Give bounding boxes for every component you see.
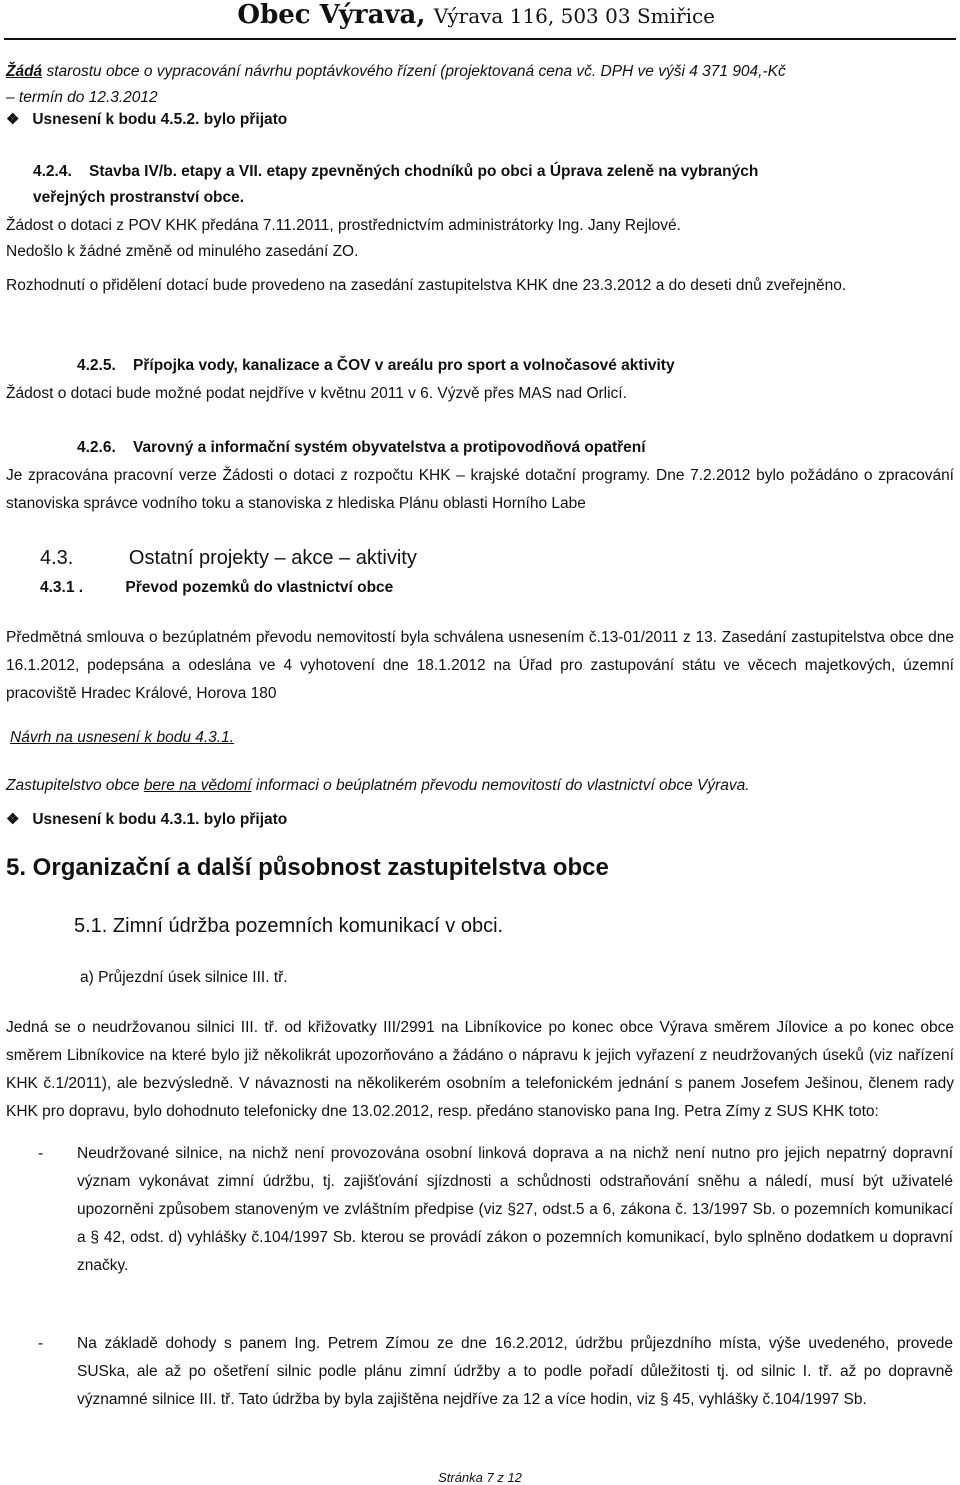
resolution-4-3-1: [6, 810, 287, 830]
section-title: Přípojka vody, kanalizace a ČOV v areálu pro sport a volnočasové aktivity: [133, 357, 675, 374]
paragraph: Je zpracována pracovní verze Žádosti o dotaci z rozpočtu KHK – krajské dotační programy. Dne 7.2.2012 bylo požádáno o zpracování stanoviska správce vodního toku a stanoviska z hlediska Plánu oblasti Horního Labe: [6, 467, 954, 512]
header-address: Výrava 116, 503 03 Smiřice: [433, 4, 715, 28]
paragraph: Žádost o dotaci z POV KHK předána 7.11.2011, prostřednictvím administrátorky Ing. Jany Rejlové.: [6, 217, 681, 234]
page-footer: Stránka 7 z 12: [438, 1470, 522, 1485]
section-number: 4.3.1 .: [40, 579, 84, 596]
page-header: [237, 0, 715, 30]
resolution-statement: [6, 776, 750, 796]
diamond-bullet-icon: ❖: [6, 111, 20, 128]
request-verb: Žádá: [6, 63, 43, 80]
chapter-5-heading: 5. Organizační a další působnost zastupitelstva obce: [6, 854, 609, 881]
section-4-3-heading: [40, 548, 417, 568]
header-title: Obec Výrava,: [237, 0, 426, 30]
section-number: 4.2.5.: [77, 357, 116, 374]
header-divider: [4, 38, 956, 40]
section-4-2-5-title: [77, 356, 675, 376]
dash-bullet: -: [38, 1335, 44, 1352]
request-text: starostu obce o vypracování návrhu poptávkového řízení (projektovaná cena vč. DPH ve výši 4 371 904,-Kč: [46, 63, 786, 80]
resolution-emphasis: bere na vědomí: [143, 777, 252, 794]
list-item: Na základě dohody s panem Ing. Petrem Zímou ze dne 16.2.2012, údržbu průjezdního místa, výše uvedeného, provede SUSka, ale až po ošetření silnic podle plánu zimní údržby a to podle pořadí důležitosti tj. od silnic I. tř. až po dopravně významné silnice III. tř. Tato údržba by byla zajištěna nejdříve za 12 a více hodin, viz § 45, vyhlášky č.104/1997 Sb.: [77, 1335, 953, 1408]
resolution-4-5-2: [6, 110, 287, 130]
request-deadline: – termín do 12.3.2012: [6, 89, 158, 106]
section-number: 4.2.6.: [77, 439, 116, 456]
paragraph: Jedná se o neudržovanou silnici III. tř. od křižovatky III/2991 na Libníkovice po konec obce Výrava směrem Jílovice a po konec obce směrem Libníkovice na které bylo již několikrát upozorňováno a žádáno o nápravu k jejich vyřazení z neudržovaných úseků (viz nařízení KHK č.1/2011), ale bezvýsledně. V návaznosti na několikerém osobním a telefonickém jednání s panem Josefem Ješinou, členem rady KHK pro dopravu, bylo dohodnuto telefonicky dne 13.02.2012, resp. předáno stanovisko pana Ing. Petra Zímy z SUS KHK toto:: [6, 1019, 954, 1120]
dash-bullet: -: [38, 1145, 44, 1162]
paragraph: Nedošlo k žádné změně od minulého zasedání ZO.: [6, 243, 359, 260]
section-4-3-1-heading: [40, 578, 393, 598]
paragraph: Žádost o dotaci bude možné podat nejdříve v květnu 2011 v 6. Výzvě přes MAS nad Orlicí.: [6, 385, 627, 402]
section-title: Převod pozemků do vlastnictví obce: [125, 579, 394, 596]
section-title: Varovný a informační systém obyvatelstva a protipovodňová opatření: [133, 439, 646, 456]
proposal-heading: Návrh na usnesení k bodu 4.3.1.: [10, 729, 235, 746]
diamond-bullet-icon: ❖: [6, 811, 20, 828]
resolution-part: informaci o beúplatném převodu nemovitostí do vlastnictví obce Výrava.: [251, 777, 750, 794]
section-5-1-heading: 5.1. Zimní údržba pozemních komunikací v obci.: [74, 915, 504, 937]
section-number: 4.3.: [40, 547, 74, 569]
paragraph: Předmětná smlouva o bezúplatném převodu nemovitostí byla schválena usnesením č.13-01/2011 z 13. Zasedání zastupitelstva obce dne 16.1.2012, podepsána a odeslána ve 4 vyhotovení dne 18.1.2012 na Úřad pro zastupování státu ve věcech majetkových, územní pracoviště Hradec Králové, Horova 180: [6, 629, 954, 702]
paragraph: Rozhodnutí o přidělení dotací bude provedeno na zasedání zastupitelstva KHK dne 23.3.2012 a do deseti dnů zveřejněno.: [6, 277, 847, 294]
subsection-a: a) Průjezdní úsek silnice III. tř.: [80, 969, 288, 986]
resolution-text: Usnesení k bodu 4.3.1. bylo přijato: [32, 811, 288, 828]
section-title: Stavba IV/b. etapy a VII. etapy zpevněných chodníků po obci a Úprava zeleně na vybraných: [89, 163, 759, 180]
section-number: 4.2.4.: [33, 163, 72, 180]
resolution-part: Zastupitelstvo obce: [6, 777, 144, 794]
request-line: [6, 62, 786, 82]
section-4-2-4-title-cont: veřejných prostranství obce.: [33, 189, 245, 206]
section-title: Ostatní projekty – akce – aktivity: [128, 547, 417, 569]
resolution-text: Usnesení k bodu 4.5.2. bylo přijato: [32, 111, 288, 128]
list-item: Neudržované silnice, na nichž není provozována osobní linková doprava a na nichž není nutno pro jejich nepatrný dopravní význam vykonávat zimní údržbu, tj. zajišťování sjízdnosti a schůdnosti odstraňování sněhu a náledí, musí být uživatelé upozorněni způsobem stanoveným ve zvláštním předpise (viz §27, odst.5 a 6, zákona č. 13/1997 Sb. o pozemních komunikací a § 42, odst. d) vyhlášky č.104/1997 Sb. kterou se provádí zákon o pozemních komunikací, bylo splněno dodatkem u dopravní značky.: [77, 1145, 953, 1274]
section-4-2-6-title: [77, 438, 646, 458]
section-4-2-4-title: [33, 162, 758, 182]
